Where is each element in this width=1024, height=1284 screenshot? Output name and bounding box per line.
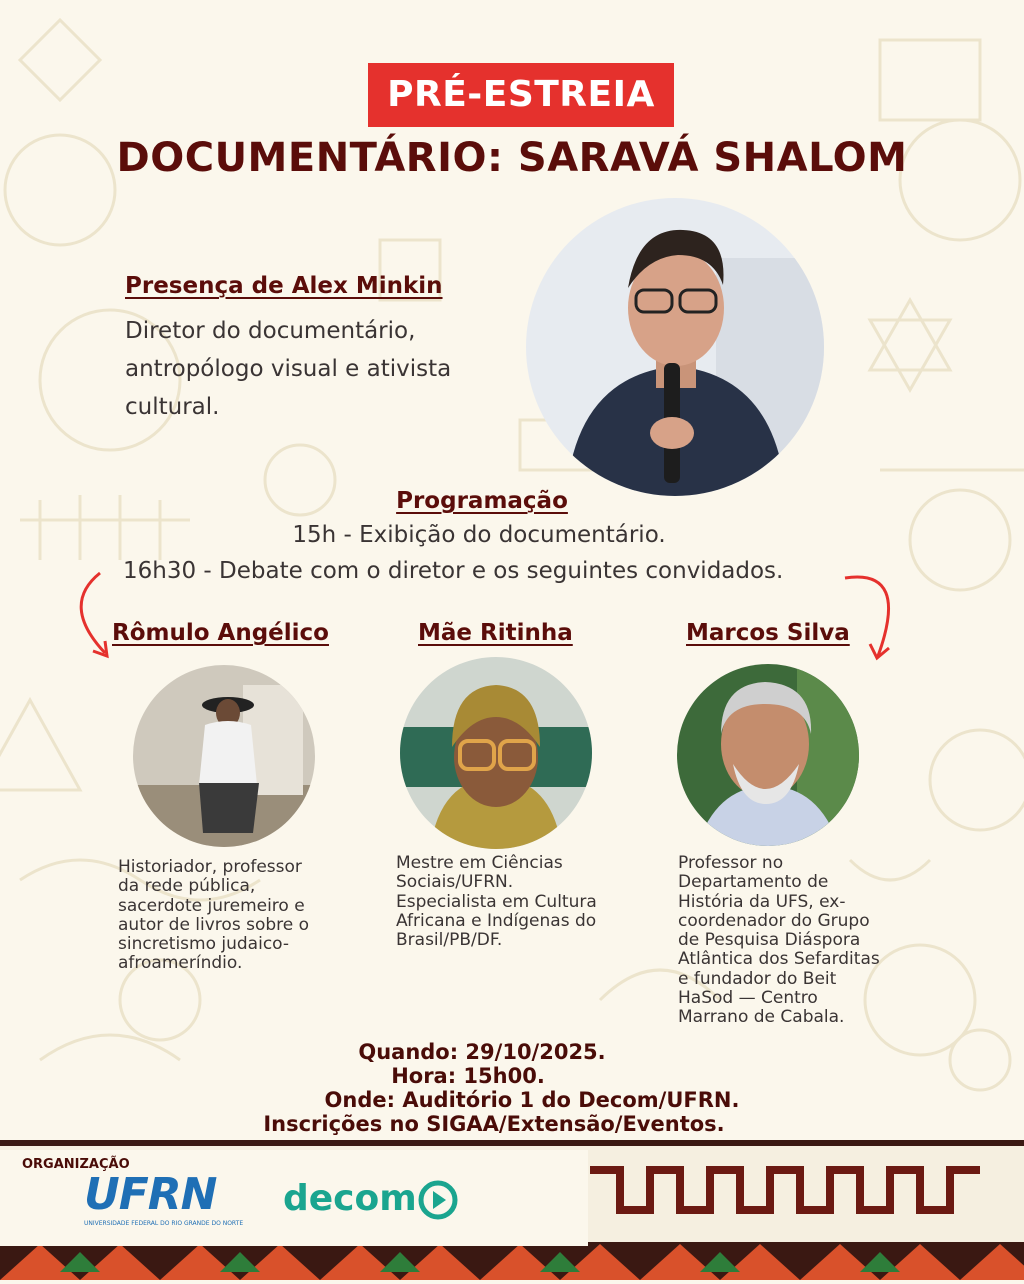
program-item-2: 16h30 - Debate com o diretor e os seguintes convidados. <box>123 558 784 584</box>
bio-line: História da UFS, ex- <box>678 891 846 912</box>
bio-line: Sociais/UFRN. <box>396 872 514 893</box>
bio-line: coordenador do Grupo <box>678 910 870 931</box>
bio-line: Africana e Indígenas do <box>396 910 597 931</box>
guest-bio-mae-ritinha <box>396 854 597 950</box>
romulo-portrait-image <box>133 665 315 847</box>
mae-ritinha-portrait-image <box>400 657 592 849</box>
organization-label: ORGANIZAÇÃO <box>22 1157 130 1172</box>
bio-line: Brasil/PB/DF. <box>396 930 503 951</box>
bio-line: da rede pública, <box>118 876 256 897</box>
ufrn-logo: UFRN <box>84 1169 217 1220</box>
director-description-line: Diretor do documentário, <box>125 318 416 344</box>
bio-line: HaSod — Centro <box>678 988 818 1009</box>
bio-line: Especialista em Cultura <box>396 891 597 912</box>
guest-bio-marcos <box>678 854 880 1028</box>
event-date: Quando: 29/10/2025. <box>358 1040 606 1064</box>
director-description-line: cultural. <box>125 394 220 420</box>
ufrn-logo-caption: UNIVERSIDADE FEDERAL DO RIO GRANDE DO NORTE <box>84 1220 244 1227</box>
guest-photo-mae-ritinha <box>400 657 592 849</box>
bio-line: Atlântica dos Sefarditas <box>678 949 880 970</box>
director-description <box>125 312 451 426</box>
bio-line: autor de livros sobre o <box>118 914 310 935</box>
right-arrow-icon <box>840 568 910 668</box>
bio-line: Mestre em Ciências <box>396 853 563 873</box>
left-arrow-icon <box>60 565 120 665</box>
decom-play-icon <box>418 1180 458 1220</box>
event-registration: Inscrições no SIGAA/Extensão/Eventos. <box>263 1112 725 1136</box>
director-heading: Presença de Alex Minkin <box>125 273 443 299</box>
director-portrait-image <box>526 198 824 496</box>
program-heading: Programação <box>396 488 568 514</box>
event-location: Onde: Auditório 1 do Decom/UFRN. <box>324 1088 740 1112</box>
bio-line: Professor no <box>678 853 784 873</box>
bio-line: Marrano de Cabala. <box>678 1007 845 1028</box>
guest-bio-romulo <box>118 858 309 974</box>
director-photo <box>526 198 824 496</box>
bio-line: afroameríndio. <box>118 953 243 974</box>
pre-release-badge: PRÉ-ESTREIA <box>368 63 674 127</box>
bio-line: e fundador do Beit <box>678 968 837 989</box>
bio-line: Historiador, professor <box>118 857 302 877</box>
event-time: Hora: 15h00. <box>391 1064 545 1088</box>
marcos-portrait-image <box>677 664 859 846</box>
guest-photo-marcos <box>677 664 859 846</box>
page-title: DOCUMENTÁRIO: SARAVÁ SHALOM <box>116 135 908 181</box>
decom-logo: decom <box>283 1178 417 1219</box>
bio-line: sincretismo judaico- <box>118 934 290 955</box>
guest-photo-romulo <box>133 665 315 847</box>
program-item-1: 15h - Exibição do documentário. <box>292 522 666 548</box>
bio-line: sacerdote juremeiro e <box>118 895 305 916</box>
bio-line: de Pesquisa Diáspora <box>678 930 861 951</box>
guest-name-mae-ritinha: Mãe Ritinha <box>418 620 573 646</box>
guest-name-marcos: Marcos Silva <box>686 620 850 646</box>
guest-name-romulo: Rômulo Angélico <box>112 620 329 646</box>
director-description-line: antropólogo visual e ativista <box>125 356 452 382</box>
bio-line: Departamento de <box>678 872 829 893</box>
